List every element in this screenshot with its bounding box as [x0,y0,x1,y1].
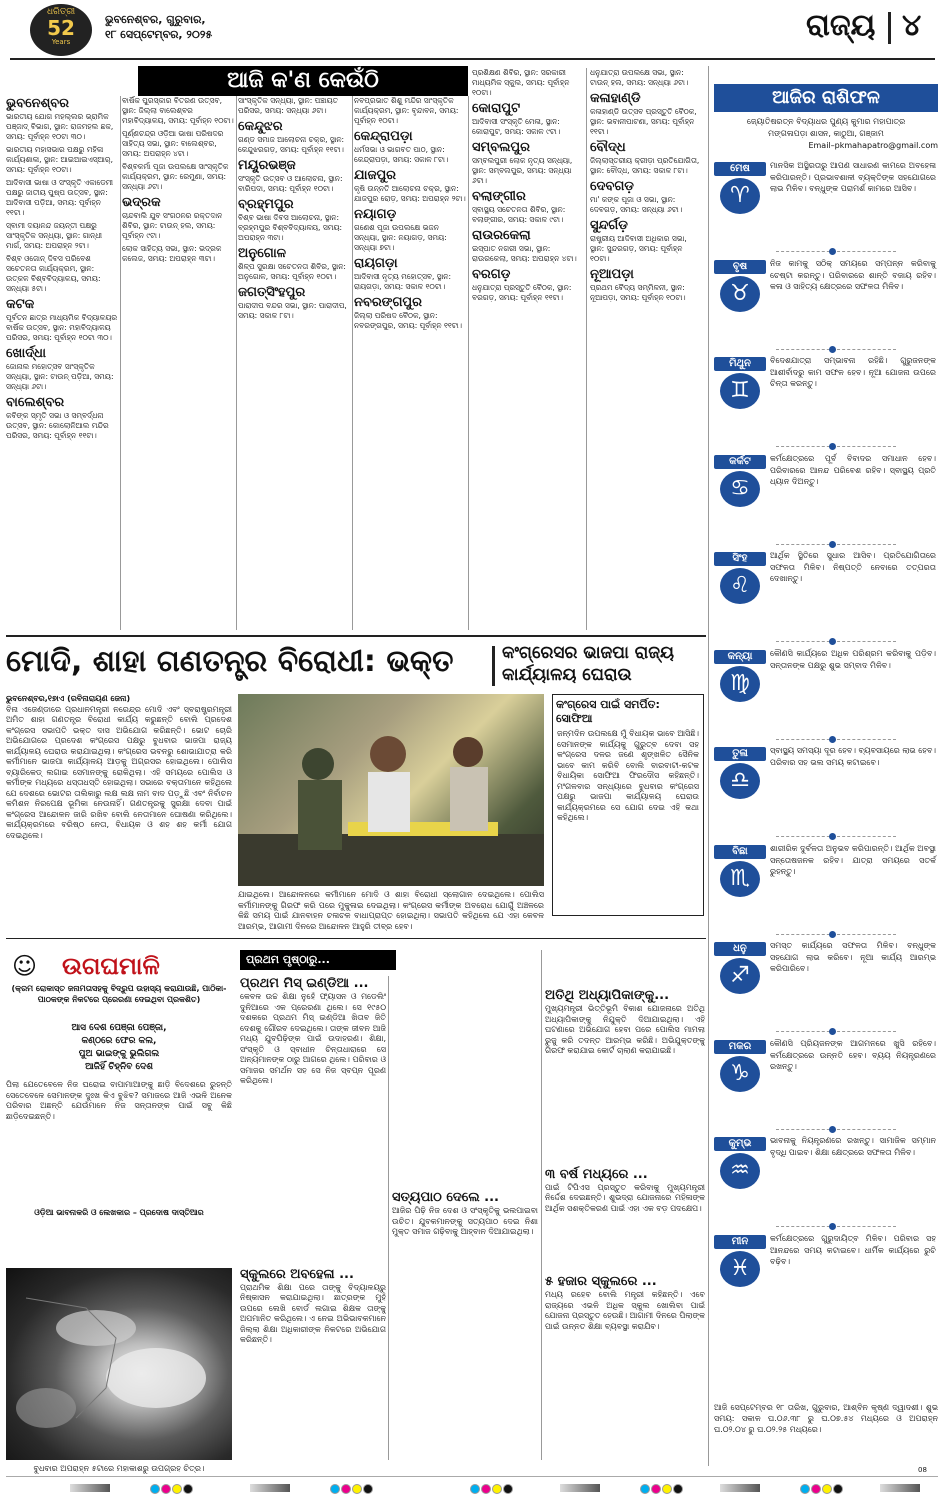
zodiac-icon: ♈ [720,178,760,214]
event-item: ସ୍ବାସ୍ଥ୍ୟ ସଚେତନତା ଶିବିର, ସ୍ଥାନ: ବଲାଙ୍ଗୀର, ସମୟ: ସକାଳ ୯ଟା। [472,205,566,224]
sofia-box [552,694,704,916]
sofia-box-title: କଂଗ୍ରେସ ପାଇଁ ସମର୍ପିତ: ସୋଫିଆ [556,698,660,725]
event-item: ପ୍ରଶିକ୍ଷଣ ଶିବିର, ସ୍ଥାନ: ସରକାରୀ ମାଧ୍ୟମିକ ସ୍କୁଲ, ସମୟ: ପୂର୍ବାହ୍ନ ୧୦ଟା। [472,68,570,97]
lead-body-bottom: ଯାଇଥିଲେ। ଆନ୍ଦୋଳନରେ କର୍ମୀମାନେ ମୋଦି ଓ ଶାହା ବିରୋଧୀ ସ୍ଲୋଗାନ ଦେଇଥିଲେ। ପୋଲିସ କର୍ମୀମାନଙ୍କୁ ଗିରଫ କରି ପରେ ମୁକୁଳାଇ ଦେଇଥିଲା। କଂଗ୍ରେସ କର୍ମୀଙ୍କ ଅବରୋଧ ଯୋଗୁଁ ଅଞ୍ଚଳରେ କିଛି ସମୟ ପାଇଁ ଯାନବାହନ ଚଳାଚଳ ବାଧାପ୍ରାପ୍ତ ହୋଇଥିଲା। ସଭାପତି କହିଥିଲେ ଯେ ଏହା କେବଳ ଆରମ୍ଭ, ଆଗାମୀ ଦିନରେ ଆନ୍ଦୋଳନ ଆହୁରି ତୀବ୍ର ହେବ। [238,890,544,931]
rashi-9 [714,940,938,1026]
story1-title: ପ୍ରଥମ ମିସ୍ ଇଣ୍ଡିଆ ... [240,976,369,991]
event-item: ଇସ୍ପାତ ନଗରୀ ସଭା, ସ୍ଥାନ: ରାଉରକେଲା, ସମୟ: ଅପରାହ୍ନ ୪ଟା। [472,244,577,263]
print-color-dot [640,1484,650,1494]
events-column [354,96,466,630]
event-item: କୃଷି ଉନ୍ନତି ଆଲୋଚନା ଚକ୍ର, ସ୍ଥାନ: ଯାଜପୁର ରୋଡ଼, ସମୟ: ଅପରାହ୍ନ ୨ଟା। [354,184,466,203]
lead-dateline: ଭୁବନେଶ୍ବର,୧୭ାଏ (ରବିନାରାୟଣ ଜେନା) [6,694,131,703]
events-column [590,68,702,630]
event-item: ଭାରତୀୟ ମହାସଭାର ପକ୍ଷରୁ ମହିଳା କାର୍ଯ୍ୟଶାଳା, ସ୍ଥାନ: ଆଇଆଇଏସ୍ଆର୍, ସମୟ: ପୂର୍ବାହ୍ନ ୧୦ଟା। [6,145,113,174]
protest-photo [238,694,544,886]
city-heading: ନୟାଗଡ଼ [354,207,397,222]
event-item: ଆଦିବାସୀ ଭାଷା ଓ ସଂସ୍କୃତି ଏକାଡେମୀ ପକ୍ଷରୁ ଜାତୀୟ ପୁଷ୍ପ ଉତ୍ସବ, ସ୍ଥାନ: ଆଦିବାସୀ ପଡ଼ିଆ, ସମୟ: ପୂର୍ବାହ୍ନ ୧୧ଟା। [6,178,114,217]
zodiac-icon: ♎ [720,763,760,799]
print-color-dot [352,1484,362,1494]
story1-body: କେବଳ ଉଚ୍ଚ ଶିକ୍ଷା ନୁହେଁ ଫ୍ୟାସନ ଓ ମଡେଲିଂ ଦୁନିଆରେ ଏକ ପ୍ରେରଣା ଥିଲେ। ସେ ୧୯୫୦ ଦଶକରେ ପ୍ରଥମ ମିସ୍ ଇଣ୍ଡିଆ ଖିତାବ ଜିତି ଦେଶକୁ ଗୌରବ ଦେଇଥିଲେ। ତାଙ୍କ ଜୀବନ ଆଜି ମଧ୍ୟ ଯୁବପିଢ଼ିଙ୍କ ପାଇଁ ଉଦାହରଣ। ଶିକ୍ଷା, ସଂସ୍କୃତି ଓ ସ୍ବାଧୀନ ଚିନ୍ତାଧାରାରେ ସେ ଅନ୍ୟମାନଙ୍କ ଠାରୁ ଆଗରେ ଥିଲେ। ପରିବାର ଓ ସମାଜର ସମର୍ଥନ ସହ ସେ ନିଜ ସ୍ବପ୍ନ ପୂରଣ କରିଥିଲେ। [240,992,386,1085]
print-color-dot [492,1484,502,1494]
rashi-divider [776,739,896,741]
city-heading: ଭୁବନେଶ୍ବର [6,96,69,111]
city-heading: ଯାଜପୁର [354,168,397,183]
city-heading: କଳାହାଣ୍ଡି [590,91,641,106]
city-heading: ବ୍ରହ୍ମପୁର [238,197,294,212]
story0-continued [392,950,538,1190]
dateline: ଭୁବନେଶ୍ବର, ଗୁରୁବାର, ୧୮ ସେପ୍ଟେମ୍ବର, ୨୦୨୫ [105,13,213,41]
rashi-8 [714,843,938,929]
rashi-text: ଶାରୀରିକ ଦୁର୍ବଳତା ଅନୁଭବ କରିପାରନ୍ତି। ଆର୍ଥିକ ଅବସ୍ଥା ସନ୍ତୋଷଜନକ ରହିବ। ଯାତ୍ରା ସମୟରେ ସତର୍କ ରୁହନ୍ତୁ। [770,844,936,876]
rashi-7 [714,745,938,831]
story2-body: ପ୍ରାଥମିକ ଶିକ୍ଷା ପରେ ତାଙ୍କୁ ବିଦ୍ୟାଳୟରୁ ନିଷ୍କାସନ କରାଯାଇଥିଲା। ଛାତ୍ରଙ୍କ ମୁହଁ ଉପରେ ଲେଖି ବୋର୍ଡ ଲଗାଇ ଶିକ୍ଷକ ତାଙ୍କୁ ଅପମାନିତ କରିଥିଲେ। ଏ ନେଇ ଅଭିଭାବକମାନେ ଜିଲ୍ଲା ଶିକ୍ଷା ଅଧିକାରୀଙ୍କ ନିକଟରେ ଅଭିଯୋଗ କରିଛନ୍ତି। [240,1282,386,1344]
lead-body-text: ବିନା ଏଜେଣ୍ଡାରେ ପ୍ରଧାନମନ୍ତ୍ରୀ ନରେନ୍ଦ୍ର ମୋଦି ଏବଂ ସ୍ବରାଷ୍ଟ୍ରମନ୍ତ୍ରୀ ଅମିତ ଶାହା ଗଣତନ୍ତ୍ର ବିରୋଧୀ କାର୍ଯ୍ୟ କରୁଛନ୍ତି ବୋଲି ପ୍ରଦେଶ କଂଗ୍ରେସ ସଭାପତି ଭକ୍ତ ଦାସ ଅଭିଯୋଗ କରିଛନ୍ତି। ଭୋଟ ଚୋରି ଅଭିଯୋଗରେ ପ୍ରଦେଶ କଂଗ୍ରେସ ପକ୍ଷରୁ ବୁଧବାର ଭାଜପା ରାଜ୍ୟ କାର୍ଯ୍ୟାଳୟ ଘେରାଉ କରାଯାଇଥିଲା। କଂଗ୍ରେସ ଭବନରୁ ଶୋଭାଯାତ୍ରା କରି କର୍ମୀମାନେ ଭାଜପା କାର୍ଯ୍ୟାଳୟ ଆଡ଼କୁ ଅଗ୍ରସର ହୋଇଥିଲେ। ପୋଲିସ ବ୍ୟାରିକେଡ୍ ଲଗାଇ ସେମାନଙ୍କୁ ରୋକିଥିଲା। ଏହି ସମୟରେ ପୋଲିସ ଓ କର୍ମୀଙ୍କ ମଧ୍ୟରେ ଧସ୍ତାଧସ୍ତି ହୋଇଥିଲା। ସଭାରେ ବକ୍ତାମାନେ କହିଥିଲେ ଯେ ଦେଶରେ ଭୋଟର ତାଲିକାରୁ ଲକ୍ଷ ଲକ୍ଷ ନାମ ବାଦ ପଡ଼ୁଛି ଏବଂ ନିର୍ବାଚନ କମିଶନ ନିରପେକ୍ଷ ଭୂମିକା ନେଉନାହିଁ। ଗଣତନ୍ତ୍ରକୁ ସୁରକ୍ଷା ଦେବା ପାଇଁ କଂଗ୍ରେସ ଆନ୍ଦୋଳନ ଜାରି ରଖିବ ବୋଲି ନେତାମାନେ ଘୋଷଣା କରିଥିଲେ। କାର୍ଯ୍ୟକ୍ରମରେ ବରିଷ୍ଠ ନେତା, ବିଧାୟକ ଓ ଶହ ଶହ କର୍ମୀ ଯୋଗ ଦେଇଥିଲେ। [6,704,232,840]
rashi-5 [714,550,938,636]
story4-body: ପାଇଁ ଟିପିଏସ ପ୍ରସ୍ତୁତ କରିବାକୁ ମୁଖ୍ୟମନ୍ତ୍ରୀ ନିର୍ଦ୍ଦେଶ ଦେଇଛନ୍ତି। ଶୁଭଦ୍ରା ଯୋଜନାରେ ମହିଳାଙ୍କ ଆର୍ଥିକ ସଶକ୍ତିକରଣ ପାଇଁ ଏହା ଏକ ବଡ଼ ପଦକ୍ଷେପ। [545,1182,705,1213]
ugha-subtitle: (କ୍ରମ ରୋକାସ୍ତ ଜନାମତାସହକୁ ବିଦ୍ରୁପ ଉହାସ୍ୟ କରାଯାଉଛି, ପାଠିକା-ପାଠକଙ୍କ ନିକଟରେ ପ୍ରେରଣା ଦେଇଥିବା ପ୍ରକଶିତ) [11,984,227,1004]
rashi-name: ମୀନ [714,1235,766,1249]
masthead [0,0,945,62]
event-item: ଜିଲ୍ଲାସ୍ତରୀୟ କ୍ରୀଡ଼ା ପ୍ରତିଯୋଗିତା, ସ୍ଥାନ: ବୌଦ୍ଧ, ସମୟ: ସକାଳ ୮ଟା। [590,156,700,175]
events-column [238,96,350,630]
story5-body: ଆଜିର ପିଢ଼ି ନିଜ ଦେଶ ଓ ସଂସ୍କୃତିକୁ ଭଲପାଇବା ଉଚିତ। ଯୁବକମାନଙ୍କୁ ସତ୍ୟପାଠ ଦେଇ ନିଶା ମୁକ୍ତ ସମାଜ ଗଢ଼ିବାକୁ ଆହ୍ବାନ ଦିଆଯାଇଥିଲା। [392,1206,538,1236]
city-heading: କୋରାପୁଟ [472,101,521,116]
rashi-name: କୁମ୍ଭ [714,1137,766,1151]
city-heading: କେନ୍ଦୁଝର [238,119,283,134]
city-heading: ମୟୂରଭଞ୍ଜ [238,158,296,173]
front-continued-label: ପ୍ରଥମ ପୃଷ୍ଠାରୁ... [240,950,396,970]
event-item: ପୂର୍ବତନ ଛାତ୍ର ମାଧ୍ୟମିକ ବିଦ୍ୟାଳୟର ବାର୍ଷିକ ଉତ୍ସବ, ସ୍ଥାନ: ମହାବିଦ୍ୟାଳୟ ପରିସର, ସମୟ: ପୂର୍ବାହ୍ନ ୧୦ଟା ୩୦। [6,313,118,342]
event-item: ପୂର୍ଣ୍ଣଚନ୍ଦ୍ର ଓଡ଼ିଆ ଭାଷା ପରିଷଦର ସାହିତ୍ୟ ସଭା, ସ୍ଥାନ: ବାଲେଶ୍ବର, ସମୟ: ଅପରାହ୍ନ ୪ଟା। [122,129,224,158]
print-color-dot [150,1484,160,1494]
zodiac-icon: ♐ [720,958,760,994]
front-col3 [545,950,705,1460]
events-column [6,96,118,630]
story4-title: ୩ ବର୍ଷ ମଧ୍ୟରେ ... [545,1166,648,1182]
rashi-divider [776,836,896,838]
print-gray-bar [560,1484,600,1492]
zodiac-icon: ♌ [720,568,760,604]
print-color-dot [651,1484,661,1494]
print-color-dot [800,1484,810,1494]
event-item: ନବପ୍ରଭାତ ଶିଶୁ ମନ୍ଦିର ସାଂସ୍କୃତିକ କାର୍ଯ୍ୟକ୍ରମ, ସ୍ଥାନ: ବୃନ୍ଦାବନ, ସମୟ: ପୂର୍ବାହ୍ନ ୧୦ଟା। [354,96,459,125]
event-item: ଜିଲ୍ଲା ପରିଷଦ ବୈଠକ, ସ୍ଥାନ: ନବରଙ୍ଗପୁର, ସମୟ: ପୂର୍ବାହ୍ନ ୧୧ଟା। [354,311,463,330]
zodiac-icon: ♊ [720,373,760,409]
event-item: ବିଶ୍ବ ଓଜୋନ୍ ଦିବସ ପରିବେଶ ସଚେତନତା କାର୍ଯ୍ୟକ୍ରମ, ସ୍ଥାନ: ଉତ୍କଳ ବିଶ୍ବବିଦ୍ୟାଳୟ, ସମୟ: ସନ୍ଧ୍ୟା ୫ଟା। [6,254,101,293]
rashi-11 [714,1135,938,1221]
story3-title: ଅତିଥି ଅଧ୍ୟାପିକାଙ୍କୁ... [545,988,670,1003]
rashi-divider [776,251,896,253]
lead-headline: ମୋଦି, ଶାହା ଗଣତନ୍ତ୍ର ବିରୋଧୀ: ଭକ୍ତ [6,644,454,679]
print-color-dot [833,1484,843,1494]
events-banner: ଆଜି କ'ଣ କେଉଁଠି [138,66,468,96]
rashi-name: ବୃଷ [714,260,766,274]
rashi-1 [714,160,938,246]
rashi-text: ବିଦେଶଯାତ୍ରା ସମ୍ଭାବନା ରହିଛି। ଗୁରୁଜନଙ୍କ ଆଶୀର୍ବାଦରୁ କାମ ସଫଳ ହେବ। ନୂଆ ଯୋଜନା ଉପରେ ଚିନ୍ତା କରନ୍ତୁ। [770,356,936,388]
rashi-text: ଭାବନାକୁ ନିୟନ୍ତ୍ରଣରେ ରଖନ୍ତୁ। ସାମାଜିକ ସମ୍ମାନ ବୃଦ୍ଧି ପାଇବ। ଶିକ୍ଷା କ୍ଷେତ୍ରରେ ସଫଳତା ମିଳିବ। [770,1136,936,1157]
cartoon-icon: ☺ [12,952,38,980]
event-item: ଧନୁଯାତ୍ରା ପ୍ରସ୍ତୁତି ବୈଠକ, ସ୍ଥାନ: ବରଗଡ଼, ସମୟ: ପୂର୍ବାହ୍ନ ୧୧ଟା। [472,283,572,302]
badge-number: 52 [47,16,75,40]
print-gray-bar [880,1484,920,1492]
city-heading: ରାଉରକେଲା [472,228,531,243]
print-gray-bar [70,1484,110,1492]
print-color-dot [503,1484,513,1494]
rashi-name: ତୁଳା [714,747,766,761]
zodiac-icon: ♏ [720,861,760,897]
rashi-text: ସ୍ବାସ୍ଥ୍ୟ ସମସ୍ୟା ଦୂର ହେବ। ବ୍ୟବସାୟରେ ଲାଭ ହେବ। ପରିବାର ସହ ଭଲ ସମୟ କଟାଇବେ। [770,746,936,767]
rashi-2 [714,258,938,344]
rashi-name: କନ୍ୟା [714,650,766,664]
rashi-name: ମିଥୁନ [714,357,766,371]
city-heading: ବରଗଡ଼ [472,267,511,282]
rashi-divider [776,349,896,351]
event-item: ସମ୍ବଲପୁରୀ ଲୋକ ନୃତ୍ୟ ସନ୍ଧ୍ୟା, ସ୍ଥାନ: ସମ୍ବଲପୁର, ସମୟ: ସନ୍ଧ୍ୟା ୬ଟା। [472,156,573,185]
front-col2 [392,950,538,1460]
print-color-dot [363,1484,373,1494]
satellite-caption: ବୁଧବାର ଅପରାହ୍ନ ୫ଟାରେ ମହାକାଶରୁ ଉପଗ୍ରହ ଚିତ୍ର। [33,1464,205,1473]
event-item: ବିଶ୍ବକର୍ମା ପୂଜା ଉପଲକ୍ଷେ ସାଂସ୍କୃତିକ କାର୍ଯ୍ୟକ୍ରମ, ସ୍ଥାନ: ରେମୁଣା, ସମୟ: ସନ୍ଧ୍ୟା ୬ଟା। [122,162,229,191]
city-heading: ନୂଆପଡ଼ା [590,267,634,282]
rashi-text: ଆର୍ଥିକ ସ୍ଥିତିରେ ସୁଧାର ଆସିବ। ପ୍ରତିଯୋଗିତାରେ ସଫଳତା ମିଳିବ। ନିଷ୍ପତ୍ତି ନେବାରେ ତତ୍ପରତା ଦେଖାନ୍ତୁ। [770,551,936,583]
city-heading: କଟକ [6,297,35,312]
print-color-dot [470,1484,480,1494]
event-item: କବିଙ୍କ ସ୍ମୃତି ସଭା ଓ ସମ୍ବର୍ଦ୍ଧନା ଉତ୍ସବ, ସ୍ଥାନ: କୋଲୋନିଆଲ ମନ୍ଦିର ପରିସର, ସମୟ: ପୂର୍ବାହ୍ନ ୧୧ଟା। [6,411,109,440]
rashi-12 [714,1233,938,1319]
event-item: ରାଷ୍ଟ୍ରୀୟ ଆଦିବାସୀ ଅଧିକାର ସଭା, ସ୍ଥାନ: ସୁନ୍ଦରଗଡ଼, ସମୟ: ପୂର୍ବାହ୍ନ ୧୦ଟା। [590,234,687,263]
event-item: ଚାନ୍ଦବାଲି ଯୁବ ସଂଗଠନର ରକ୍ତଦାନ ଶିବିର, ସ୍ଥାନ: ଟାଉନ୍ ହଲ, ସମୟ: ପୂର୍ବାହ୍ନ ୯ଟା। [122,211,223,240]
rashi-name: ସିଂହ [714,552,766,566]
story2-title: ସ୍କୁଲରେ ଅବହେଳା ... [240,1266,354,1282]
event-item: ମା' କଙ୍କ ପୂଜା ଓ ସଭା, ସ୍ଥାନ: ଦେବଗଡ଼, ସମୟ: ସନ୍ଧ୍ୟା ୬ଟା। [590,195,683,214]
zodiac-icon: ♑ [720,1056,760,1092]
city-heading: ନବରଙ୍ଗପୁର [354,295,423,310]
rashi-title: ଆଜିର ରାଶିଫଳ [714,84,938,112]
sofia-box-body: ଜନ୍ମଦିନ ଉପଲକ୍ଷେ ମୁଁ ବିଧାୟକ ଭାବେ ଆସିଛି। ସେମାନଙ୍କ କାର୍ଯ୍ୟକୁ ଗୁରୁତ୍ବ ଦେବା ସହ କଂଗ୍ରେସ ଦଳର ଜଣେ ଶୃଙ୍ଖଳିତ ସୈନିକ ଭାବେ କାମ କରିବି ବୋଲି ବାରବାଟୀ-କଟକ ବିଧାୟିକା ସୋଫିଆ ଫିରଦୌସ କହିଛନ୍ତି। ମଂଗଳବାର ସନ୍ଧ୍ୟାରେ ବୁଧବାର କଂଗ୍ରେସ ପକ୍ଷରୁ ଭାଜପା କାର୍ଯ୍ୟାଳୟ ଘେରାଉ କାର୍ଯ୍ୟକ୍ରମରେ ସେ ଯୋଗ ଦେଇ ଏହି କଥା କହିଥିଲେ। [557,729,699,822]
event-item: ଆଦିବାସୀ ସଂସ୍କୃତି ମେଳା, ସ୍ଥାନ: କୋରାପୁଟ, ସମୟ: ସକାଳ ୯ଟା। [472,117,561,136]
city-heading: ଦେବଗଡ଼ [590,179,634,194]
rashi-email: Email–pkmahapatro@gmail.com [808,141,938,150]
print-color-dot [183,1484,193,1494]
rashi-divider [776,1226,896,1228]
event-item: ଭାରତୀୟ ଯୋଗ ମହଲ୍ଲର ଭ୍ରାମିକ ପଞ୍ଜାଦ୍ ବିଭାଗ, ସ୍ଥାନ: ରାଜମହଲ ଛକ, ସମୟ: ପୂର୍ବାହ୍ନ ୧୦ଟା ୩୦। [6,112,114,141]
anniversary-badge [30,4,92,56]
photo-illustration [238,694,544,886]
event-item: ସ୍ବାମୀ ଦୟାନନ୍ଦ ଜୟନ୍ତୀ ପକ୍ଷରୁ ସାଂସ୍କୃତିକ ସନ୍ଧ୍ୟା, ସ୍ଥାନ: ଗାନ୍ଧୀ ମାର୍ଗ, ସମୟ: ଅପରାହ୍ନ ୨ଟା। [6,221,102,250]
rashi-text: କୌଣସି ପ୍ରିୟଜନଙ୍କ ଆଗମନରେ ଖୁସି ରହିବେ। କର୍ମକ୍ଷେତ୍ରରେ ଉନ୍ନତି ହେବ। ବ୍ୟୟ ନିୟନ୍ତ୍ରଣରେ ରଖନ୍ତୁ। [770,1039,936,1071]
story3-body: ମୁଖ୍ୟମନ୍ତ୍ରୀ ଭିତ୍ତିଭୂମି ବିକାଶ ଯୋଜନାରେ ଅତିଥି ଅଧ୍ୟାପିକାଙ୍କୁ ନିଯୁକ୍ତି ଦିଆଯାଇଥିଲା। ଏହି ଘଟଣାରେ ଅଭିଯୋଗ ହେବା ପରେ ପୋଲିସ ମାମଲା ରୁଜୁ କରି ତଦନ୍ତ ଆରମ୍ଭ କରିଛି। ଅଭିଯୁକ୍ତଙ୍କୁ ଗିରଫ କରାଯାଇ କୋର୍ଟ ଚାଲାଣ କରାଯାଇଛି। [545,1004,705,1055]
print-gray-bar [250,1484,290,1492]
rashi-name: ମକର [714,1040,766,1054]
city-heading: ସମ୍ବଲପୁର [472,140,530,155]
event-item: ଲୋକ ସାହିତ୍ୟ ସଭା, ସ୍ଥାନ: ଭଦ୍ରକ କଲେଜ, ସମୟ: ଅପରାହ୍ନ ୩ଟା। [122,244,222,263]
rashi-text: କର୍ମକ୍ଷେତ୍ରରେ ଗୁରୁଦାୟିତ୍ବ ମିଳିବ। ପରିବାର ସହ ଆନନ୍ଦରେ ସମୟ କଟାଇବେ। ଧାର୍ମିକ କାର୍ଯ୍ୟରେ ରୁଚି ବଢ଼ିବ। [770,1234,936,1266]
zodiac-icon: ♍ [720,666,760,702]
print-color-dot [673,1484,683,1494]
print-color-dot [172,1484,182,1494]
rashi-text: ନିଜ କାମକୁ ସଠିକ୍ ସମୟରେ ସମ୍ପନ୍ନ କରିବାକୁ ଚେଷ୍ଟା କରନ୍ତୁ। ପରିବାରରେ ଶାନ୍ତି ବଜାୟ ରହିବ। କଳା ଓ ସାହିତ୍ୟ କ୍ଷେତ୍ରରେ ସଫଳତା ମିଳିବ। [770,259,936,291]
rashi-divider [776,1031,896,1033]
story6-body: ମଧ୍ୟ ରହେବ ବୋଲି ମନ୍ତ୍ରୀ କହିଛନ୍ତି। ଏବେ ରାଜ୍ୟରେ ଏଭଳି ଅଧିକ ସ୍କୁଲ ଖୋଲିବା ପାଇଁ ଯୋଜନା ପ୍ରସ୍ତୁତ ହେଉଛି। ଆଗାମୀ ଦିନରେ ପିଲାଙ୍କ ପାଇଁ ଉନ୍ନତ ଶିକ୍ଷା ବ୍ୟବସ୍ଥା କରାଯିବ। [545,1290,705,1331]
ugha-title-text: ଉଗଘମାଳି [62,952,160,980]
rashi-divider [776,446,896,448]
rashi-3 [714,355,938,441]
badge-years: Years [51,38,71,46]
satellite-clouds [6,1268,232,1460]
event-item: ପାରାଦୀପ ବନ୍ଦର ସଭା, ସ୍ଥାନ: ପାରାଦୀପ, ସମୟ: ସକାଳ ୮ଟା। [238,301,347,320]
rashi-divider [776,641,896,643]
rashi-divider [776,934,896,936]
badge-caption: ଧରିତ୍ରୀ [46,7,76,17]
city-heading: ଜଗତ୍‌ସିଂହପୁର [238,285,306,300]
rashi-author: ଜ୍ୟୋତିଷରତ୍ନ ବିଦ୍ୟାଧର ପୁଣ୍ୟ କୁମାର ମହାପାତ୍ର [746,117,906,126]
rashi-divider [776,1129,896,1131]
rashi-4 [714,453,938,539]
city-heading: ଭଦ୍ରକ [122,195,161,210]
event-item: ବିଶ୍ବ ଭାଷା ଦିବସ ଆଲୋଚନା, ସ୍ଥାନ: ବ୍ରହ୍ମପୁର ବିଶ୍ବବିଦ୍ୟାଳୟ, ସମୟ: ଅପରାହ୍ନ ୩ଟା। [238,213,343,242]
event-item: ଆଦିବାସୀ ନୃତ୍ୟ ମହୋତ୍ସବ, ସ୍ଥାନ: ରାୟଗଡ଼ା, ସମୟ: ସକାଳ ୧୦ଟା। [354,272,451,291]
rashi-name: ବିଛା [714,845,766,859]
rashi-name: ଧନୁ [714,942,766,956]
ugha-sign: ଓଡ଼ିଆ ଭାବନାକରି ଓ ଲେଖକାର – ପ୍ରଦୋଷ ଦାସ୍ତିଆର [34,1208,204,1217]
page-code: 08 [918,1466,927,1474]
print-color-dot [161,1484,171,1494]
print-color-dot [662,1484,672,1494]
event-item: ସାଂସ୍କୃତିକ ସନ୍ଧ୍ୟା, ସ୍ଥାନ: ପଞ୍ଚାୟତ ପରିସର, ସମୟ: ସନ୍ଧ୍ୟା ୬ଟା। [238,96,338,115]
city-heading: କେନ୍ଦ୍ରାପଡ଼ା [354,129,413,144]
ugha-body: ପିଲା ଯେତେବେଳେ ନିଜ ଘରୋଇ ବାପାମାଆଙ୍କୁ ଛାଡ଼ି ବିଦେଶରେ ରୁହନ୍ତି ସେତେବେଳେ ସେମାନଙ୍କ ଦୁଃଖ କିଏ ବୁଝିବ? ସମାଜରେ ଆଜି ଏଭଳି ଅନେକ ପରିବାର ଅଛନ୍ତି ଯେଉଁମାନେ ନିଜ ସନ୍ତାନଙ୍କ ପାଇଁ ସବୁ କିଛି ଛାଡ଼ିଦେଇଛନ୍ତି। [6,1080,232,1121]
rashi-name: ମେଷ [714,162,766,176]
ugha-title [6,950,232,984]
zodiac-icon: ♒ [720,1153,760,1189]
print-color-dot [330,1484,340,1494]
zodiac-icon: ♋ [720,471,760,507]
event-item: ଧନୁଯାତ୍ରା ଉପଲକ୍ଷେ ସଭା, ସ୍ଥାନ: ଟାଉନ୍ ହଲ, ସମୟ: ସନ୍ଧ୍ୟା ୬ଟା। [590,68,689,87]
city-heading: ବାଲେଶ୍ବର [6,395,65,410]
satellite-image [6,1268,232,1460]
city-heading: ବଲାଙ୍ଗୀର [472,189,526,204]
rashi-name: କର୍କଟ [714,455,766,469]
story6-title: ୫ ହଜାର ସ୍କୁଲରେ ... [545,1274,657,1289]
city-heading: ଖୋର୍ଦ୍ଧା [6,346,46,361]
rashi-text: କୌଣସି କାର୍ଯ୍ୟରେ ଅଧିକ ପରିଶ୍ରମ କରିବାକୁ ପଡ଼ିବ। ସନ୍ତାନଙ୍କ ପକ୍ଷରୁ ଶୁଭ ସମ୍ବାଦ ମିଳିବ। [770,649,936,670]
event-item: ଗଣ୍ଡ ସମାଜ ଆଲୋଚନା ଚକ୍ର, ସ୍ଥାନ: କେନ୍ଦୁଝରଗଡ଼, ସମୟ: ପୂର୍ବାହ୍ନ ୧୧ଟା। [238,135,345,154]
zodiac-icon: ♉ [720,276,760,312]
rashi-address: ମଙ୍ଗଳାପଡ଼ା ଶାସନ, କାଠୁଆ, ଗଞ୍ଜାମ [768,129,884,138]
panjika: ଆଜି ସେପ୍ଟେମ୍ବର ୧୮ ତାରିଖ, ଗୁରୁବାର, ଆଶ୍ବିନ କୃଷ୍ଣ ଦ୍ୱାଦଶୀ। ଶୁଭ ସମୟ: ସକାଳ ଘ.୦୬.୩୮ ରୁ ଘ.୦୭.୫୪ ମଧ୍ୟରେ ଓ ଅପରାହ୍ନ ଘ.୦୨.୦୪ ରୁ ଘ.୦୨.୨୫ ମଧ୍ୟରେ। [714,1403,938,1434]
event-item: ପ୍ରଥମ ବୈଦ୍ୟ ସମ୍ମିଳନୀ, ସ୍ଥାନ: ନୂଆପଡ଼ା, ସମୟ: ପୂର୍ବାହ୍ନ ୧୦ଟା। [590,283,686,302]
events-column [122,96,234,630]
rashi-6 [714,648,938,734]
event-item: କଳାହାଣ୍ଡି ଉତ୍ସବ ପ୍ରସ୍ତୁତି ବୈଠକ, ସ୍ଥାନ: ଭବାନୀପାଟଣା, ସମୟ: ପୂର୍ବାହ୍ନ ୧୧ଟା। [590,107,697,136]
event-item: ଶିଳ୍ପ ସୁରକ୍ଷା ସଚେତନତା ଶିବିର, ସ୍ଥାନ: ଅନୁଗୋଳ, ସମୟ: ପୂର୍ବାହ୍ନ ୧୦ଟା। [238,262,346,281]
city-heading: ଅନୁଗୋଳ [238,246,287,261]
event-item: ଧର୍ମସଭା ଓ ଭାଗବତ ପାଠ, ସ୍ଥାନ: କେନ୍ଦ୍ରାପଡ଼ା, ସମୟ: ସକାଳ ୮ଟା। [354,145,449,164]
rashi-text: ମାନସିକ ଅସ୍ଥିରତାରୁ ଆପଣ ସାଧାରଣ କାମରେ ଅବହେଳା କରିପାରନ୍ତି। ପ୍ରଭାବଶାଳୀ ବ୍ୟକ୍ତିଙ୍କ ସହଯୋଗରେ ଲାଭ ମିଳିବ। ବନ୍ଧୁଙ୍କ ପରାମର୍ଶ କାମରେ ଆସିବ। [770,161,936,193]
ugha-box [6,950,232,1260]
events-column [472,68,584,630]
section-title: ରାଜ୍ୟ [806,8,876,43]
zodiac-icon: ♓ [720,1251,760,1287]
page-number: ୪ [902,8,922,43]
print-color-dot [481,1484,491,1494]
story5-title: ସତ୍ୟପାଠ ଦେଲେ ... [392,1190,499,1205]
rashi-10 [714,1038,938,1124]
sofia-continued [552,918,702,936]
city-heading: ରାୟଗଡ଼ା [354,256,398,271]
print-gray-bar [720,1484,760,1492]
rashi-divider [776,544,896,546]
print-color-dot [811,1484,821,1494]
lead-body [6,694,232,932]
print-color-dot [341,1484,351,1494]
event-item: ଜୋନାଲ ମହୋତ୍ସବ ସାଂସ୍କୃତିକ ସନ୍ଧ୍ୟା, ସ୍ଥାନ: ଟାଉନ୍ ପଡ଼ିଆ, ସମୟ: ସନ୍ଧ୍ୟା ୬ଟା। [6,362,114,391]
print-color-dot [822,1484,832,1494]
side-headline: କଂଗ୍ରେସର ଭାଜପା ରାଜ୍ୟ କାର୍ଯ୍ୟାଳୟ ଘେରାଉ [502,643,675,685]
event-item: ଗଣେଶ ପୂଜା ଉପଲକ୍ଷେ ଭଜନ ସନ୍ଧ୍ୟା, ସ୍ଥାନ: ନୟାଗଡ଼, ସମୟ: ସନ୍ଧ୍ୟା ୭ଟା। [354,223,447,252]
event-item: ସଂସ୍କୃତି ଉତ୍ସବ ଓ ଆଲୋଚନା, ସ୍ଥାନ: ବାରିପଦା, ସମୟ: ପୂର୍ବାହ୍ନ ୧୦ଟା। [238,174,343,193]
rashi-text: ସମସ୍ତ କାର୍ଯ୍ୟରେ ସଫଳତା ମିଳିବ। ବନ୍ଧୁଙ୍କ ସହଯୋଗ ଲାଭ କରିବେ। ନୂଆ କାର୍ଯ୍ୟ ଆରମ୍ଭ କରିପାରିବେ। [770,941,936,973]
ugha-verse: ଆସ ଦେଶ ପେଞ୍ଜା ପେଞ୍ଜା, କଣ୍ଠରେ ଫେର କଲ, ପୁଅ ଭାଇଙ୍କୁ ଭୁଲିଗଲ ଆଜିହିଁ ଚିହ୍ନିବ ଦେଶ [71,1023,167,1072]
rashi-text: କର୍ମକ୍ଷେତ୍ରରେ ପୂର୍ବ ବିବାଦର ସମାଧାନ ହେବ। ପରିବାରରେ ଆନନ୍ଦ ପରିବେଶ ରହିବ। ସ୍ବାସ୍ଥ୍ୟ ପ୍ରତି ଧ୍ୟାନ ଦିଅନ୍ତୁ। [770,454,936,486]
front-col1 [240,976,386,1460]
event-item: ବାର୍ଷିକ ପୁରସ୍କାର ବିତରଣ ଉତ୍ସବ, ସ୍ଥାନ: ଜିଲ୍ଲା ବାଲେଶ୍ବର ମହାବିଦ୍ୟାଳୟ, ସମୟ: ପୂର୍ବାହ୍ନ ୧୦ଟା। [122,96,234,125]
city-heading: ବୌଦ୍ଧ [590,140,626,155]
city-heading: ସୁନ୍ଦର୍ଗଡ଼ [590,218,628,233]
